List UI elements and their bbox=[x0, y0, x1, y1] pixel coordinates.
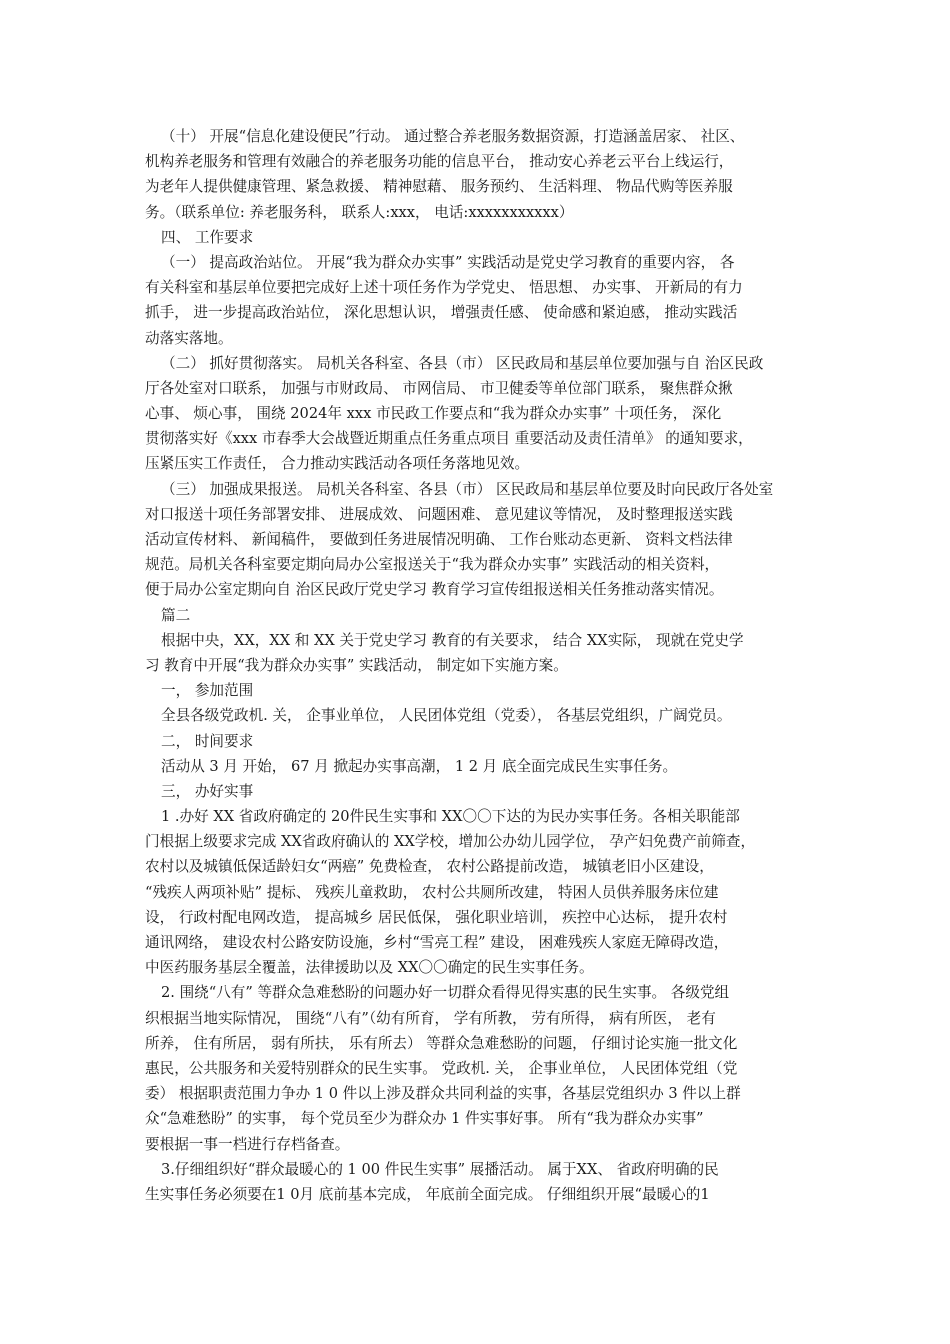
text-line: 规范。局机关各科室要定期向局办公室报送关于“我为群众办实事” 实践活动的相关资料， bbox=[145, 556, 720, 574]
text-line: 惠民，公共服务和关爱特别群众的民生实事。 党政机. 关， 企事业单位， 人民团体党组（党 bbox=[145, 1059, 738, 1077]
text-line: 四、 工作要求 bbox=[161, 228, 254, 246]
text-line: 为老年人提供健康管理、紧急救援、 精神慰藉、 服务预约、 生活料理、 物品代购等医养服 bbox=[145, 178, 733, 196]
text-line: 生实事任务必须要在1 0月 底前基本完成， 年底前全面完成。 仔细组织开展“最暖心的1 bbox=[145, 1185, 710, 1203]
text-line: 机构养老服务和管理有效融合的养老服务功能的信息平台， 推动安心养老云平台上线运行， bbox=[145, 153, 734, 171]
text-line: 篇二 bbox=[161, 606, 191, 624]
text-line: （十） 开展“信息化建设便民”行动。 通过整合养老服务数据资源，打造涵盖居家、 社区、 bbox=[161, 128, 745, 145]
text-line: 全县各级党政机. 关， 企事业单位， 人民团体党组（党委）， 各基层党组织，广阔党员。 bbox=[161, 707, 732, 725]
text-line: 一， 参加范围 bbox=[161, 682, 254, 700]
text-line: 所养， 住有所居， 弱有所扶， 乐有所去） 等群众急难愁盼的问题， 仔细讨论实施一批文化 bbox=[145, 1034, 738, 1052]
text-line: 三， 办好实事 bbox=[161, 782, 254, 800]
text-line: （三） 加强成果报送。 局机关各科室、各县（市） 区民政局和基层单位要及时向民政厅各处室 bbox=[161, 480, 774, 498]
text-line: “残疾人两项补贴” 提标、 残疾儿童救助， 农村公共厕所改建， 特困人员供养服务床位建 bbox=[145, 883, 719, 901]
document-body bbox=[145, 124, 810, 1207]
text-line: （一） 提高政治站位。 开展“我为群众办实事” 实践活动是党史学习教育的重要内容， 各 bbox=[161, 253, 735, 271]
text-line: 对口报送十项任务部署安排、 进展成效、 问题困难、 意见建议等情况， 及时整理报送实践 bbox=[145, 505, 733, 523]
text-line: 贯彻落实好《xxx 市春季大会战暨近期重点任务重点项目 重要活动及责任清单》 的通知要求， bbox=[145, 430, 753, 448]
text-line: 抓手， 进一步提高政治站位， 深化思想认识， 增强责任感、 使命感和紧迫感， 推动实践活 bbox=[145, 304, 738, 322]
text-line: 要根据一事一档进行存档备查。 bbox=[145, 1135, 350, 1153]
text-line: 活动从 3 月 开始， 67 月 掀起办实事高潮， 1 2 月 底全面完成民生实事任务。 bbox=[161, 757, 678, 775]
text-line: 习 教育中开展“我为群众办实事” 实践活动， 制定如下实施方案。 bbox=[145, 656, 568, 674]
text-line: 根据中央，XX，XX 和 XX 关于党史学习 教育的有关要求， 结合 XX实际， 现就在党史学 bbox=[161, 631, 744, 649]
text-line: 委） 根据职责范围力争办 1 0 件以上涉及群众共同利益的实事，各基层党组织办 3 件以上群 bbox=[145, 1085, 741, 1103]
text-line: 2. 围绕“八有” 等群众急难愁盼的问题办好一切群众看得见得实惠的民生实事。 各级党组 bbox=[161, 984, 730, 1002]
text-line: 心事、 烦心事， 围绕 2024年 xxx 市民政工作要点和“我为群众办实事” 十项任务， 深化 bbox=[145, 405, 722, 423]
text-line: 有关科室和基层单位要把完成好上述十项任务作为学党史、 悟思想、 办实事、 开新局的有力 bbox=[145, 279, 743, 297]
text-line: 活动宣传材料、 新闻稿件， 要做到任务进展情况明确、 工作台账动态更新、 资料文档法律 bbox=[145, 531, 733, 548]
text-line: 动落实落地。 bbox=[145, 329, 233, 347]
text-line: 农村以及城镇低保适龄妇女“两癌” 免费检查， 农村公路提前改造， 城镇老旧小区建设， bbox=[145, 858, 714, 876]
text-line: 3.仔细组织好“群众最暖心的 1 00 件民生实事” 展播活动。 属于XX、 省政府明确的民 bbox=[161, 1160, 719, 1178]
text-line: 二， 时间要求 bbox=[161, 732, 254, 750]
text-line: 门根据上级要求完成 XX省政府确认的 XX学校，增加公办幼儿园学位， 孕产妇免费产前筛查， bbox=[145, 833, 756, 851]
text-line: 厅各处室对口联系， 加强与市财政局、 市网信局、 市卫健委等单位部门联系， 聚焦群众揪 bbox=[145, 379, 733, 397]
text-line: 务。（联系单位: 养老服务科， 联系人:xxx， 电话:xxxxxxxxxxx） bbox=[145, 203, 574, 221]
text-line: 织根据当地实际情况， 围绕“八有”（幼有所育， 学有所教， 劳有所得， 病有所医， 老有 bbox=[145, 1009, 716, 1027]
text-line: 通讯网络， 建设农村公路安防设施，乡村“雪亮工程” 建设， 困难残疾人家庭无障碍改造， bbox=[145, 934, 729, 951]
text-line: 便于局办公室定期向自 治区民政厅党史学习 教育学习宣传组报送相关任务推动落实情况。 bbox=[145, 581, 724, 599]
text-line: 设， 行政村配电网改造， 提高城乡 居民低保， 强化职业培训， 疾控中心达标， 提升农村 bbox=[145, 908, 728, 926]
text-line: 众“急难愁盼” 的实事， 每个党员至少为群众办 1 件实事好事。 所有“我为群众办实事” bbox=[145, 1110, 704, 1128]
text-line: （二） 抓好贯彻落实。 局机关各科室、各县（市） 区民政局和基层单位要加强与自 治区民政 bbox=[161, 354, 764, 372]
text-line: 1 .办好 XX 省政府确定的 20件民生实事和 XX〇〇下达的为民办实事任务。各相关职能部 bbox=[161, 808, 740, 826]
text-line: 中医药服务基层全覆盖，法律援助以及 XX〇〇确定的民生实事任务。 bbox=[145, 959, 594, 977]
text-line: 压紧压实工作责任， 合力推动实践活动各项任务落地见效。 bbox=[145, 455, 530, 473]
